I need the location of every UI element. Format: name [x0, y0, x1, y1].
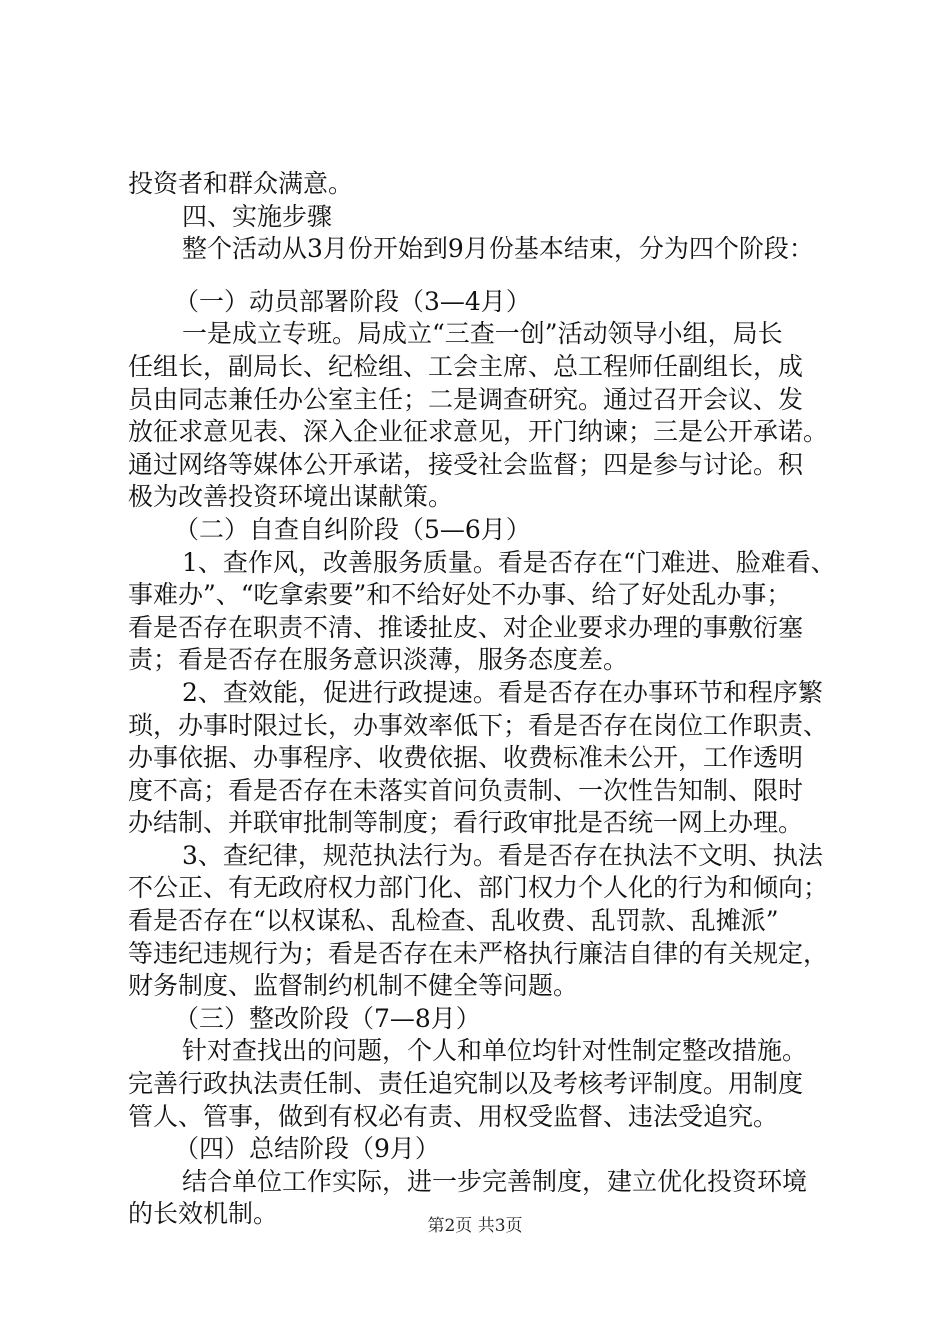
paragraph-line: 极为改善投资环境出谋献策。: [128, 482, 454, 512]
subsection-heading: （二）自查自纠阶段（5—6月）: [174, 514, 531, 544]
paragraph-line: 2、查效能，促进行政提速。看是否存在办事环节和程序繁: [182, 677, 823, 707]
paragraph-line: 放征求意见表、深入企业征求意见，开门纳谏；三是公开承诺。: [128, 417, 829, 447]
paragraph-line: 1、查作风，改善服务质量。看是否存在“门难进、脸难看、: [182, 547, 836, 577]
subsection-heading: （三）整改阶段（7—8月）: [174, 1003, 481, 1033]
paragraph-line: 管人、管事，做到有权必有责、用权受监督、违法受追究。: [128, 1101, 779, 1131]
paragraph-line: 完善行政执法责任制、责任追究制以及考核考评制度。用制度: [128, 1069, 804, 1099]
paragraph-line: 3、查纪律，规范执法行为。看是否存在执法不文明、执法: [182, 840, 823, 870]
paragraph-line: 针对查找出的问题，个人和单位均针对性制定整改措施。: [182, 1036, 808, 1066]
page-number-footer: 第2页 共3页: [427, 1216, 523, 1236]
paragraph-line: 琐，办事时限过长，办事效率低下；看是否存在岗位工作职责、: [128, 710, 829, 740]
paragraph-line: 结合单位工作实际，进一步完善制度，建立优化投资环境: [182, 1166, 808, 1196]
paragraph-line: 事难办”、“吃拿索要”和不给好处不办事、给了好处乱办事；: [128, 580, 792, 610]
paragraph-line: 看是否存在职责不清、推诿扯皮、对企业要求办理的事敷衍塞: [128, 612, 804, 642]
paragraph-line: 一是成立专班。局成立“三查一创”活动领导小组，局长: [182, 319, 783, 349]
document-body: [128, 168, 844, 1231]
blank-spacer: [128, 266, 844, 286]
paragraph-line: 的长效机制。: [128, 1199, 279, 1229]
paragraph-line: 通过网络等媒体公开承诺，接受社会监督；四是参与讨论。积: [128, 449, 804, 479]
paragraph-line: 投资者和群众满意。: [128, 169, 354, 198]
paragraph-line: 等违纪违规行为；看是否存在未严格执行廉洁自律的有关规定，: [128, 938, 829, 968]
paragraph-line: 不公正、有无政府权力部门化、部门权力个人化的行为和倾向；: [128, 873, 829, 903]
paragraph-line: 办事依据、办事程序、收费依据、收费标准未公开，工作透明: [128, 743, 804, 773]
paragraph-line: 任组长，副局长、纪检组、工会主席、总工程师任副组长，成: [128, 351, 804, 381]
paragraph-line: 度不高；看是否存在未落实首问负责制、一次性告知制、限时: [128, 775, 804, 805]
paragraph-line: 财务制度、监督制约机制不健全等问题。: [128, 971, 579, 1001]
section-heading: 四、实施步骤: [182, 201, 333, 231]
paragraph-line: 整个活动从3月份开始到9月份基本结束，分为四个阶段：: [182, 234, 814, 264]
paragraph-line: 责；看是否存在服务意识淡薄，服务态度差。: [128, 645, 629, 675]
paragraph-line: 看是否存在“以权谋私、乱检查、乱收费、乱罚款、乱摊派”: [128, 906, 779, 936]
paragraph-line: 员由同志兼任办公室主任；二是调查研究。通过召开会议、发: [128, 384, 804, 414]
subsection-heading: （一）动员部署阶段（3—4月）: [174, 286, 531, 316]
paragraph-line: 办结制、并联审批制等制度；看行政审批是否统一网上办理。: [128, 808, 804, 838]
subsection-heading: （四）总结阶段（9月）: [174, 1134, 440, 1164]
